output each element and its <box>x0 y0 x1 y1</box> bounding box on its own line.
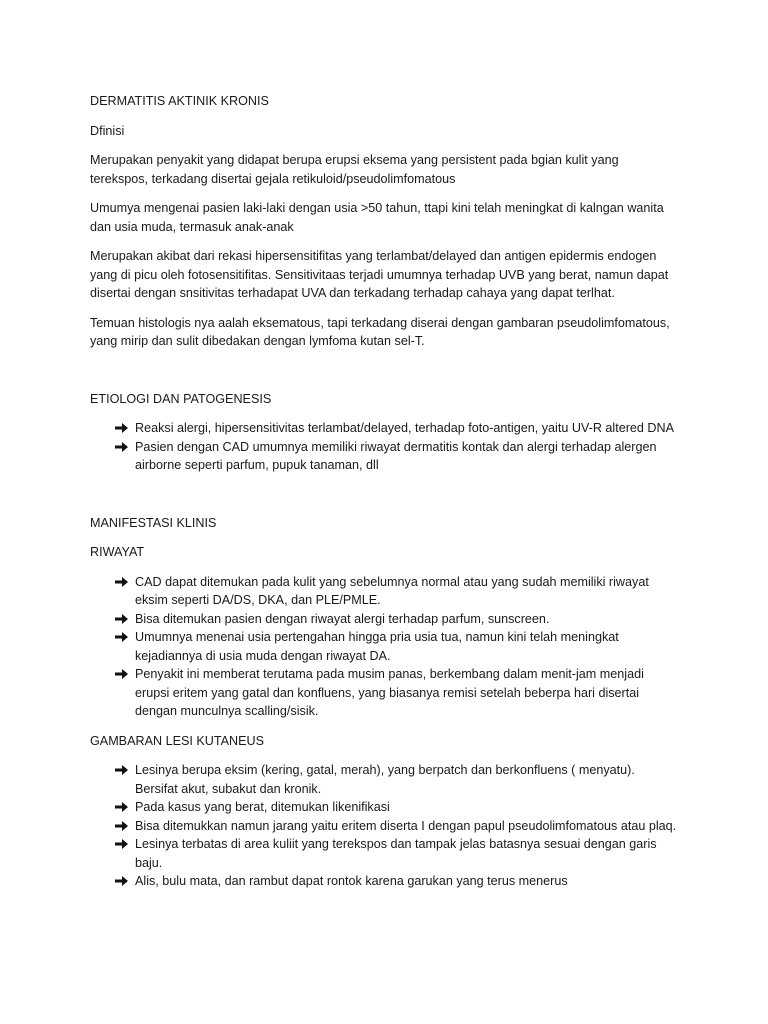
right-arrow-icon <box>115 628 129 646</box>
right-arrow-icon <box>115 573 129 591</box>
right-arrow-icon <box>115 761 129 779</box>
list-item-text: CAD dapat ditemukan pada kulit yang sebelumnya normal atau yang sudah memiliki riwayat eksim seperti DA/DS, DKA, dan PLE/PMLE. <box>135 574 649 607</box>
list-item <box>90 761 680 798</box>
list-item-text: Umumnya menenai usia pertengahan hingga pria usia tua, namun kini telah meningkat kejadiannya di usia muda dengan riwayat DA. <box>135 630 619 663</box>
definition-heading: Dfinisi <box>90 123 125 138</box>
list-item <box>90 610 680 629</box>
list-item-text: Pasien dengan CAD umumnya memiliki riwayat dermatitis kontak dan alergi terhadap alergen airborne seperti parfum, pupuk tanaman, dll <box>135 439 657 472</box>
list-item-text: Lesinya berupa eksim (kering, gatal, merah), yang berpatch dan berkonfluens ( menyatu). Bersifat akut, subakut dan kronik. <box>135 763 635 796</box>
lesions-heading: GAMBARAN LESI KUTANEUS <box>90 733 265 748</box>
list-item-text: Bisa ditemukkan namun jarang yaitu eritem diserta I dengan papul pseudolimfomatous atau plaq. <box>135 818 677 833</box>
list-item <box>90 872 680 891</box>
list-item <box>90 817 680 836</box>
list-item-text: Reaksi alergi, hipersensitivitas terlambat/delayed, terhadap foto-antigen, yaitu UV-R altered DNA <box>135 421 675 435</box>
list-item <box>90 665 680 721</box>
list-item <box>90 438 680 475</box>
list-item <box>90 798 680 817</box>
list-item <box>90 628 680 665</box>
right-arrow-icon <box>115 438 129 456</box>
history-list <box>90 573 680 721</box>
definition-paragraph: Temuan histologis nya aalah eksematous, tapi terkadang diserai dengan gambaran pseudolimfomatous, yang mirip dan sulit dibedakan dengan lymfoma kutan sel-T. <box>90 315 670 348</box>
document-title: DERMATITIS AKTINIK KRONIS <box>90 94 269 108</box>
right-arrow-icon <box>115 610 129 628</box>
right-arrow-icon <box>115 817 129 835</box>
list-item <box>90 835 680 872</box>
right-arrow-icon <box>115 798 129 816</box>
right-arrow-icon <box>115 665 129 683</box>
right-arrow-icon <box>115 872 129 890</box>
right-arrow-icon <box>115 419 129 437</box>
list-item-text: Penyakit ini memberat terutama pada musim panas, berkembang dalam menit-jam menjadi erupsi eritem yang gatal dan konfluens, yang biasanya remisi setelah beberpa hari disertai dengan munculnya scalling/sisik. <box>135 667 644 718</box>
etiology-list <box>90 419 680 475</box>
list-item <box>90 419 680 438</box>
history-heading: RIWAYAT <box>90 545 145 559</box>
definition-paragraph: Merupakan penyakit yang didapat berupa erupsi eksema yang persistent pada bgian kulit yang terekspos, terkadang disertai gejala retikuloid/pseudolimfomatous <box>90 153 619 186</box>
list-item-text: Bisa ditemukan pasien dengan riwayat alergi terhadap parfum, sunscreen. <box>135 611 550 626</box>
lesions-list <box>90 761 680 891</box>
definition-paragraph: Umumya mengenai pasien laki-laki dengan usia >50 tahun, ttapi kini telah meningkat di kalngan wanita dan usia muda, termasuk anak-anak <box>90 201 664 234</box>
section-spacer <box>90 486 680 514</box>
list-item-text: Lesinya terbatas di area kuliit yang terekspos dan tampak jelas batasnya sesuai dengan garis baju. <box>135 837 657 870</box>
document-content <box>90 92 680 902</box>
list-item-text: Pada kasus yang berat, ditemukan likenifikasi <box>135 800 390 814</box>
section-spacer <box>90 362 680 390</box>
list-item <box>90 573 680 610</box>
etiology-heading: ETIOLOGI DAN PATOGENESIS <box>90 391 272 406</box>
definition-paragraph: Merupakan akibat dari rekasi hipersensitifitas yang terlambat/delayed dan antigen epidermis endogen yang di picu oleh fotosensitifitas. Sensitivitaas terjadi umumnya terhadap UVB yang berat, namun dapat disertai dengan snsitivitas terhadapat UVA dan terkadang terhadap cahaya yang dapat terlhat. <box>90 249 669 300</box>
list-item-text: Alis, bulu mata, dan rambut dapat rontok karena garukan yang terus menerus <box>135 874 568 888</box>
right-arrow-icon <box>115 835 129 853</box>
manifestations-heading: MANIFESTASI KLINIS <box>90 515 217 530</box>
